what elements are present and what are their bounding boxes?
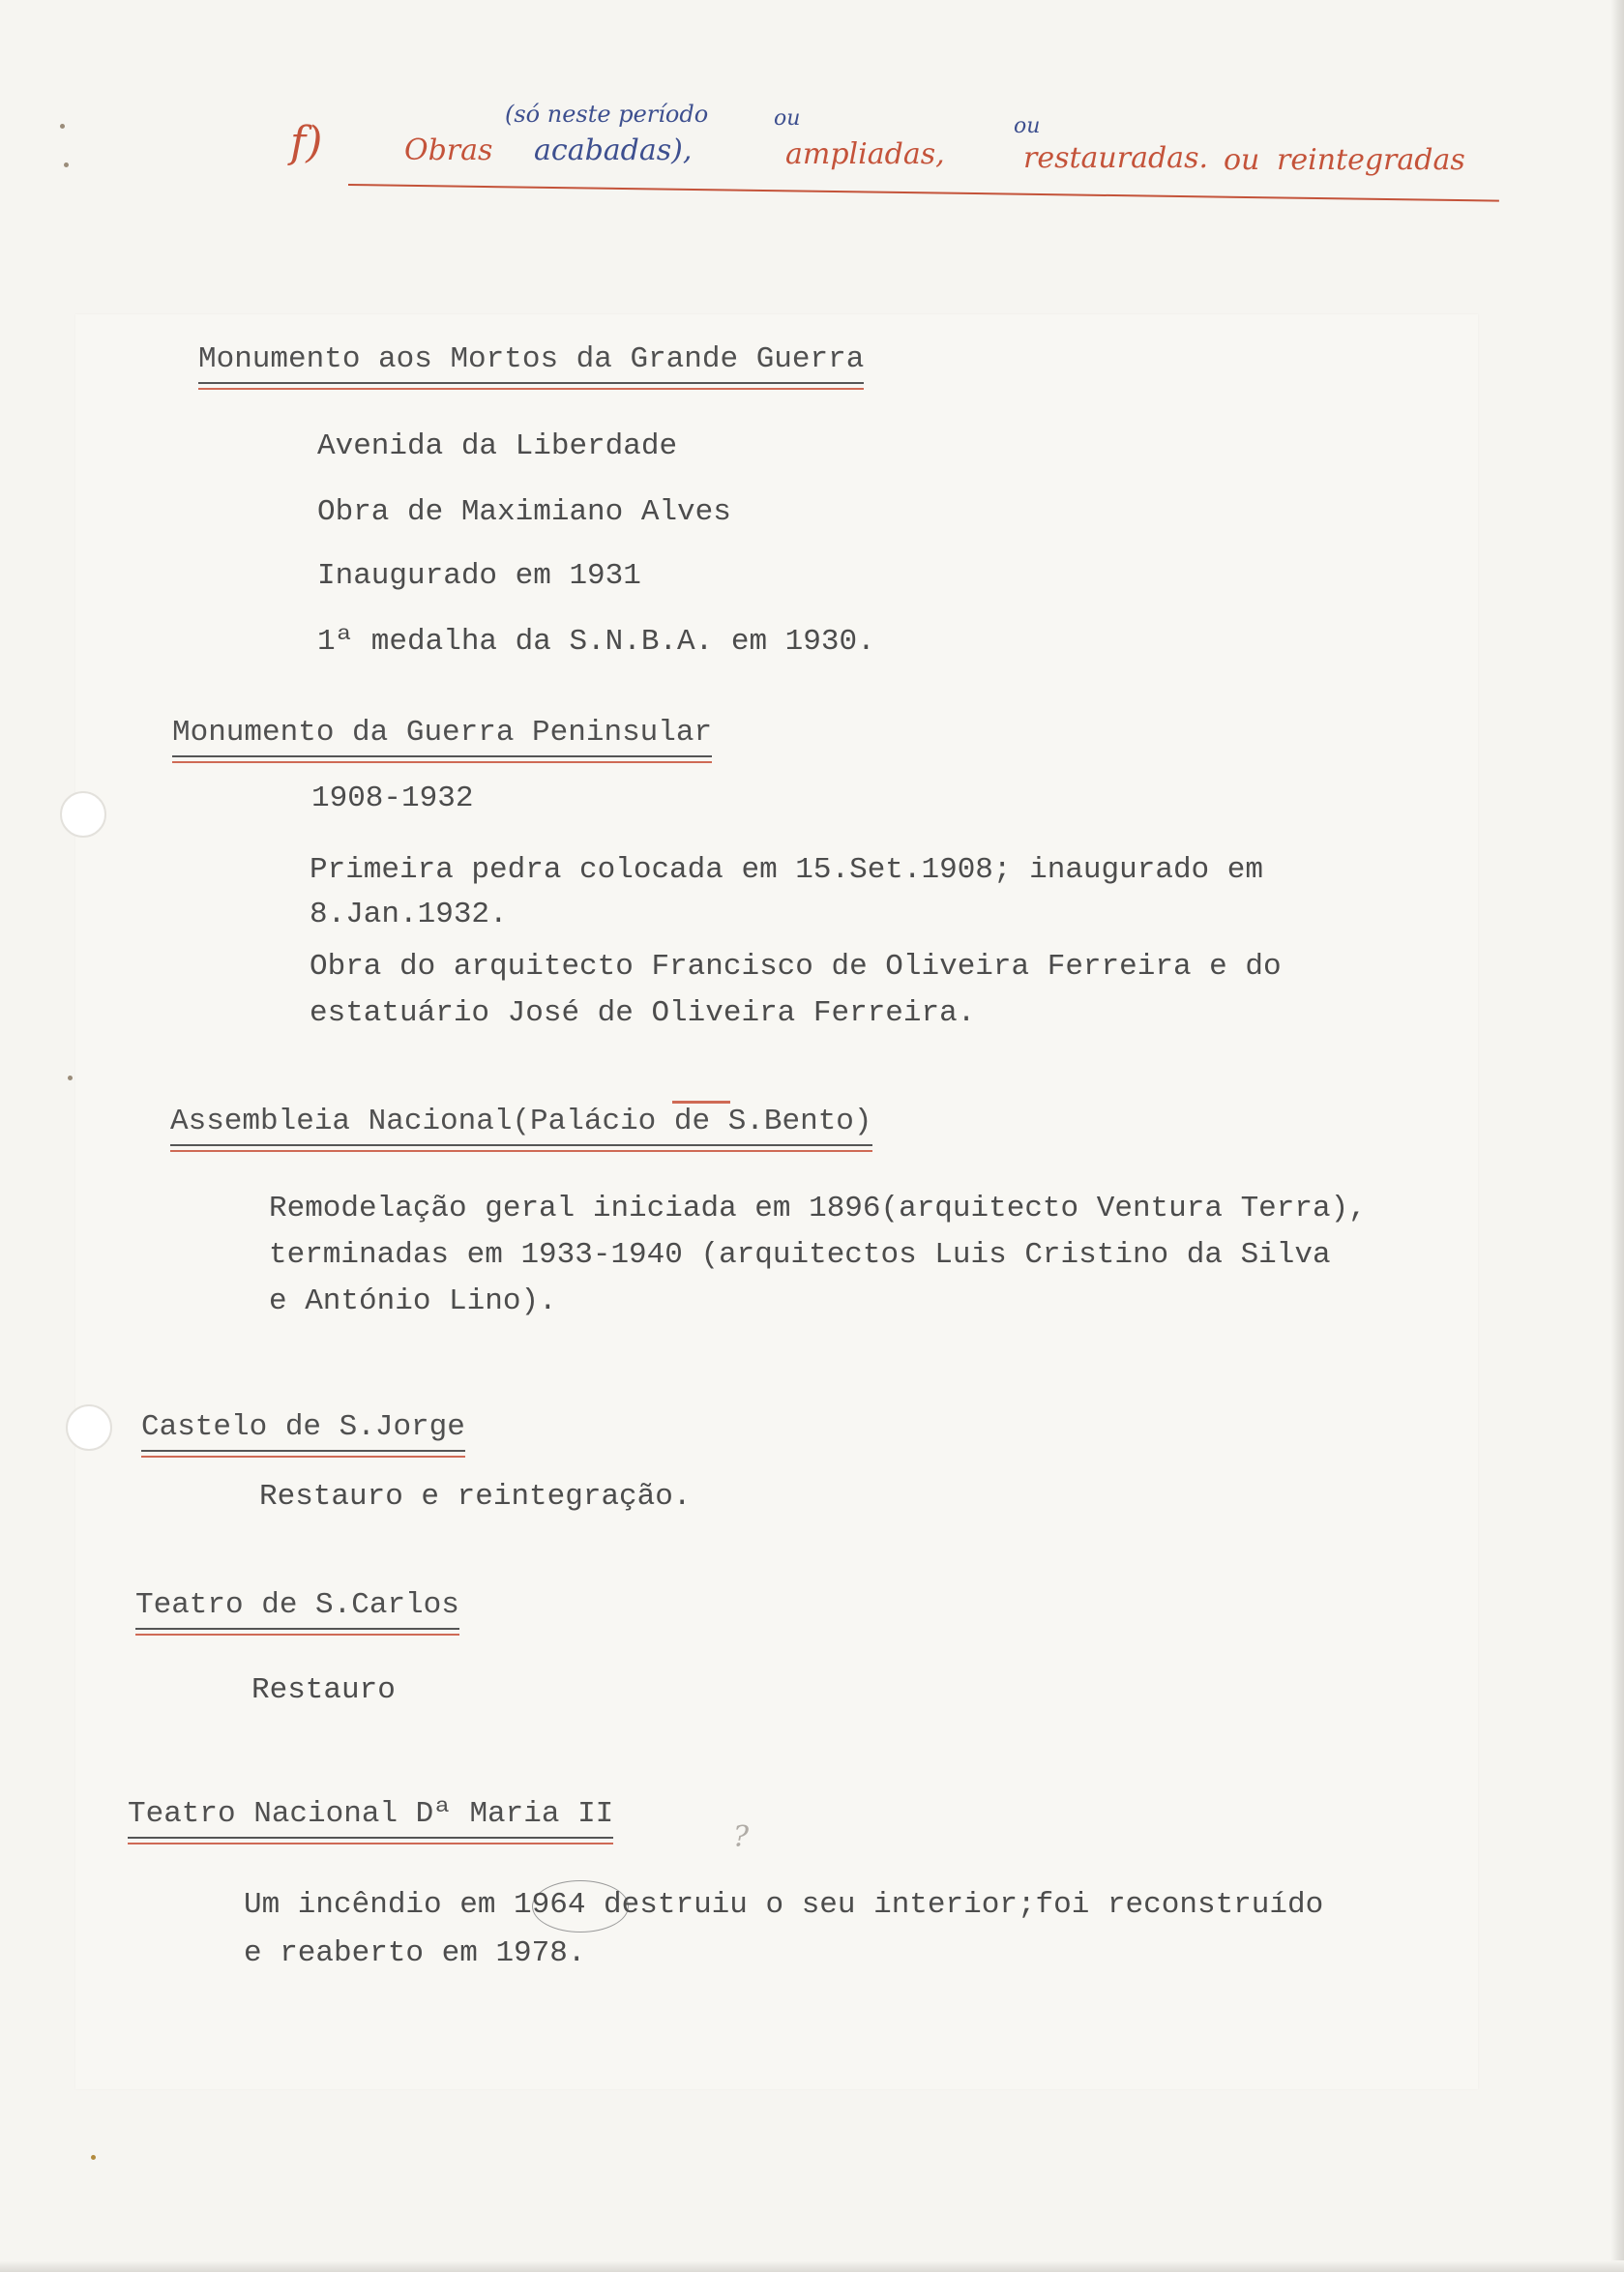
section-title-monumento-mortos: Monumento aos Mortos da Grande Guerra	[198, 342, 864, 384]
section-line: Primeira pedra colocada em 15.Set.1908; inaugurado em	[310, 853, 1263, 887]
word-obras: Obras	[404, 133, 493, 167]
word-restauradas: restauradas.	[1023, 141, 1209, 175]
section-line: e António Lino).	[269, 1284, 557, 1318]
section-title-castelo-s-jorge: Castelo de S.Jorge	[141, 1410, 465, 1452]
section-line: e reaberto em 1978.	[244, 1936, 586, 1970]
section-title-assembleia-nacional: Assembleia Nacional(Palácio de S.Bento)	[170, 1105, 872, 1146]
punch-hole-upper	[60, 791, 106, 838]
word-reintegradas: reintegradas	[1277, 143, 1465, 177]
word-acabadas: acabadas),	[534, 133, 693, 167]
section-line: Obra do arquitecto Francisco de Oliveira Ferreira e do	[310, 950, 1282, 984]
question-mark-annotation: ?	[733, 1820, 750, 1854]
section-line: Remodelação geral iniciada em 1896(arquitecto Ventura Terra),	[269, 1192, 1367, 1225]
word-ou-3: ou	[1224, 143, 1260, 177]
word-ou-1: ou	[774, 106, 801, 131]
section-title-teatro-s-carlos: Teatro de S.Carlos	[135, 1588, 459, 1630]
handwritten-heading	[290, 101, 1509, 232]
section-line: Restauro e reintegração.	[259, 1480, 692, 1514]
handwritten-underline	[348, 184, 1499, 202]
red-correction-mark	[672, 1101, 730, 1104]
section-line: Obra de Maximiano Alves	[317, 495, 731, 529]
page-edge-shadow	[1610, 0, 1624, 2272]
paper-speck	[64, 162, 69, 167]
section-title-teatro-nacional: Teatro Nacional Dª Maria II	[128, 1797, 613, 1839]
section-line: Inaugurado em 1931	[317, 559, 641, 593]
word-ampliadas: ampliadas,	[785, 137, 945, 171]
paper-speck	[60, 124, 65, 129]
section-line: 8.Jan.1932.	[310, 898, 508, 931]
section-line: Um incêndio em 1964 destruiu o seu interior;foi reconstruído	[244, 1888, 1324, 1922]
section-title-guerra-peninsular: Monumento da Guerra Peninsular	[172, 716, 712, 757]
section-line: Restauro	[251, 1673, 396, 1707]
section-line: 1908-1932	[311, 782, 474, 815]
paper-speck	[91, 2155, 96, 2160]
word-ou-2: ou	[1014, 114, 1041, 138]
section-line: Avenida da Liberdade	[317, 429, 678, 463]
item-letter: f)	[290, 118, 323, 167]
section-line: estatuário José de Oliveira Ferreira.	[310, 996, 976, 1030]
section-line: terminadas em 1933-1940 (arquitectos Luis Cristino da Silva	[269, 1238, 1331, 1272]
punch-hole-lower	[66, 1404, 112, 1451]
insertion-only-this-period: (só neste período	[505, 101, 709, 128]
section-line: 1ª medalha da S.N.B.A. em 1930.	[317, 625, 875, 659]
paper-speck	[68, 1076, 73, 1080]
page-bottom-shadow	[0, 2260, 1624, 2272]
